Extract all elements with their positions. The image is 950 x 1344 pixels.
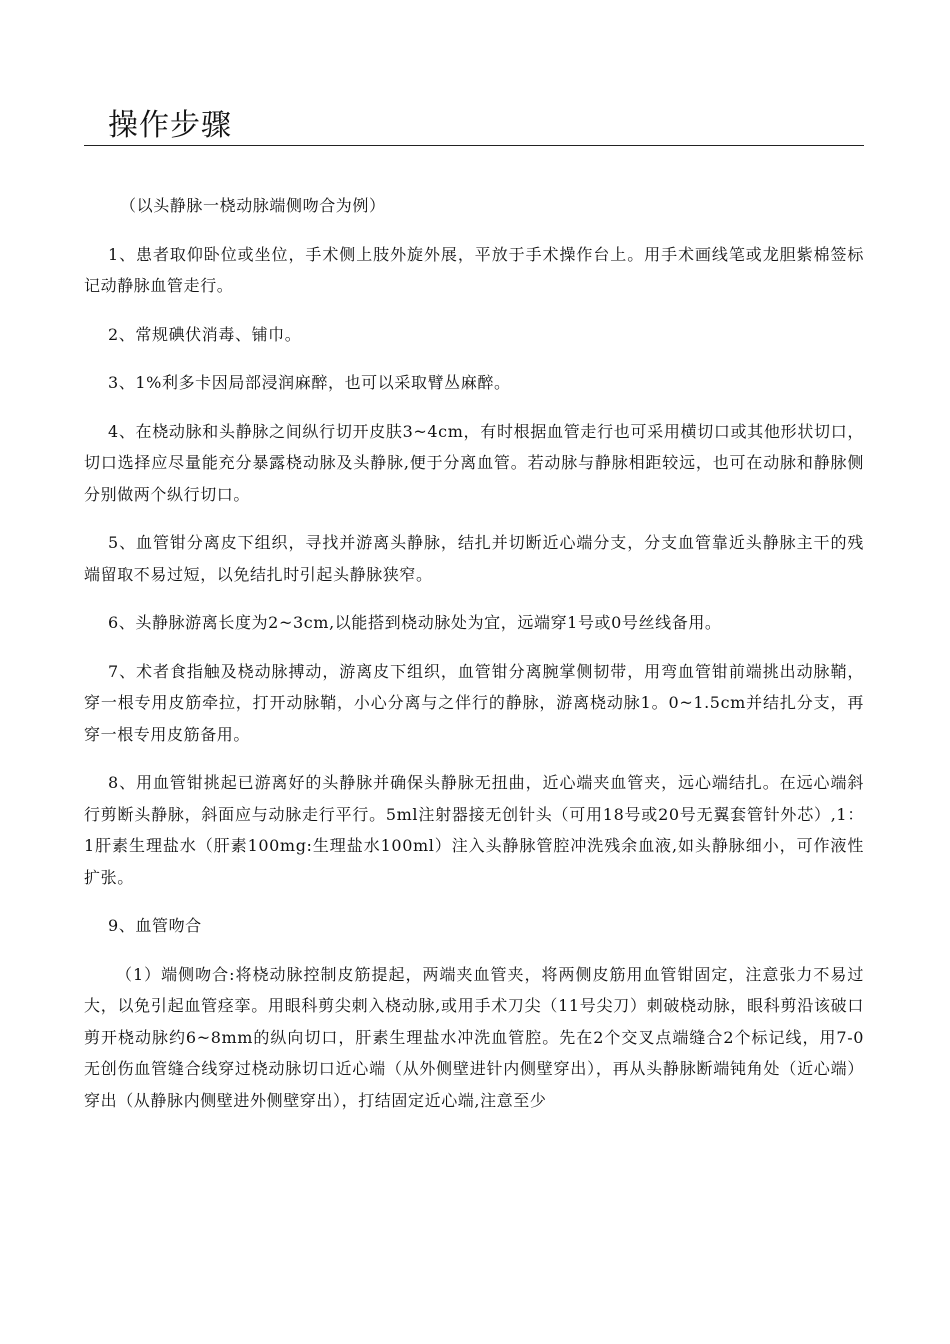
- paragraph-step-2: 2、常规碘伏消毒、铺巾。: [108, 324, 302, 344]
- paragraph-step-8: 8、用血管钳挑起已游离好的头静脉并确保头静脉无扭曲，近心端夹血管夹，远心端结扎。在远心端斜行剪断头静脉，斜面应与动脉走行平行。5ml注射器接无创针头（可用18号或20号无翼套管针外芯）,1：1肝素生理盐水（肝素100mg:生理盐水100ml）注入头静脉管腔冲洗残余血液,如头静脉细小，可作液性扩张。: [84, 773, 864, 887]
- document-body: [84, 190, 864, 1133]
- paragraph-step-6: 6、头静脉游离长度为2~3cm,以能搭到桡动脉处为宜，远端穿1号或0号丝线备用。: [108, 613, 722, 632]
- title-divider: [84, 145, 864, 146]
- paragraph-intro: （以头静脉一桡动脉端侧吻合为例）: [120, 196, 386, 215]
- page-title: 操作步骤: [108, 108, 232, 143]
- paragraph-step-7: 7、术者食指触及桡动脉搏动，游离皮下组织，血管钳分离腕掌侧韧带，用弯血管钳前端挑出动脉鞘，穿一根专用皮筋牵拉，打开动脉鞘，小心分离与之伴行的静脉，游离桡动脉1。0~1.5cm并结扎分支，再穿一根专用皮筋备用。: [84, 661, 864, 744]
- paragraph-step-9-1: （1）端侧吻合:将桡动脉控制皮筋提起，两端夹血管夹，将两侧皮筋用血管钳固定，注意张力不易过大，以免引起血管痉挛。用眼科剪尖刺入桡动脉,或用手术刀尖（11号尖刀）刺破桡动脉，眼科剪沿该破口剪开桡动脉约6~8mm的纵向切口，肝素生理盐水冲洗血管腔。先在2个交叉点端缝合2个标记线，用7-0无创伤血管缝合线穿过桡动脉切口近心端（从外侧壁进针内侧壁穿出），再从头静脉断端钝角处（近心端）穿出（从静脉内侧壁进外侧壁穿出），打结固定近心端,注意至少: [84, 964, 864, 1110]
- paragraph-step-4: 4、在桡动脉和头静脉之间纵行切开皮肤3~4cm，有时根据血管走行也可采用横切口或其他形状切口，切口选择应尽量能充分暴露桡动脉及头静脉,便于分离血管。若动脉与静脉相距较远，也可在动脉和静脉侧分别做两个纵行切口。: [84, 421, 864, 504]
- paragraph-step-9: 9、血管吻合: [108, 916, 202, 935]
- paragraph-step-1: 1、患者取仰卧位或坐位，手术侧上肢外旋外展，平放于手术操作台上。用手术画线笔或龙胆紫棉签标记动静脉血管走行。: [84, 244, 864, 295]
- paragraph-step-5: 5、血管钳分离皮下组织，寻找并游离头静脉，结扎并切断近心端分支，分支血管靠近头静脉主干的残端留取不易过短，以免结扎时引起头静脉狭窄。: [84, 533, 864, 584]
- paragraph-step-3: 3、1%利多卡因局部浸润麻醉，也可以采取臂丛麻醉。: [108, 373, 511, 392]
